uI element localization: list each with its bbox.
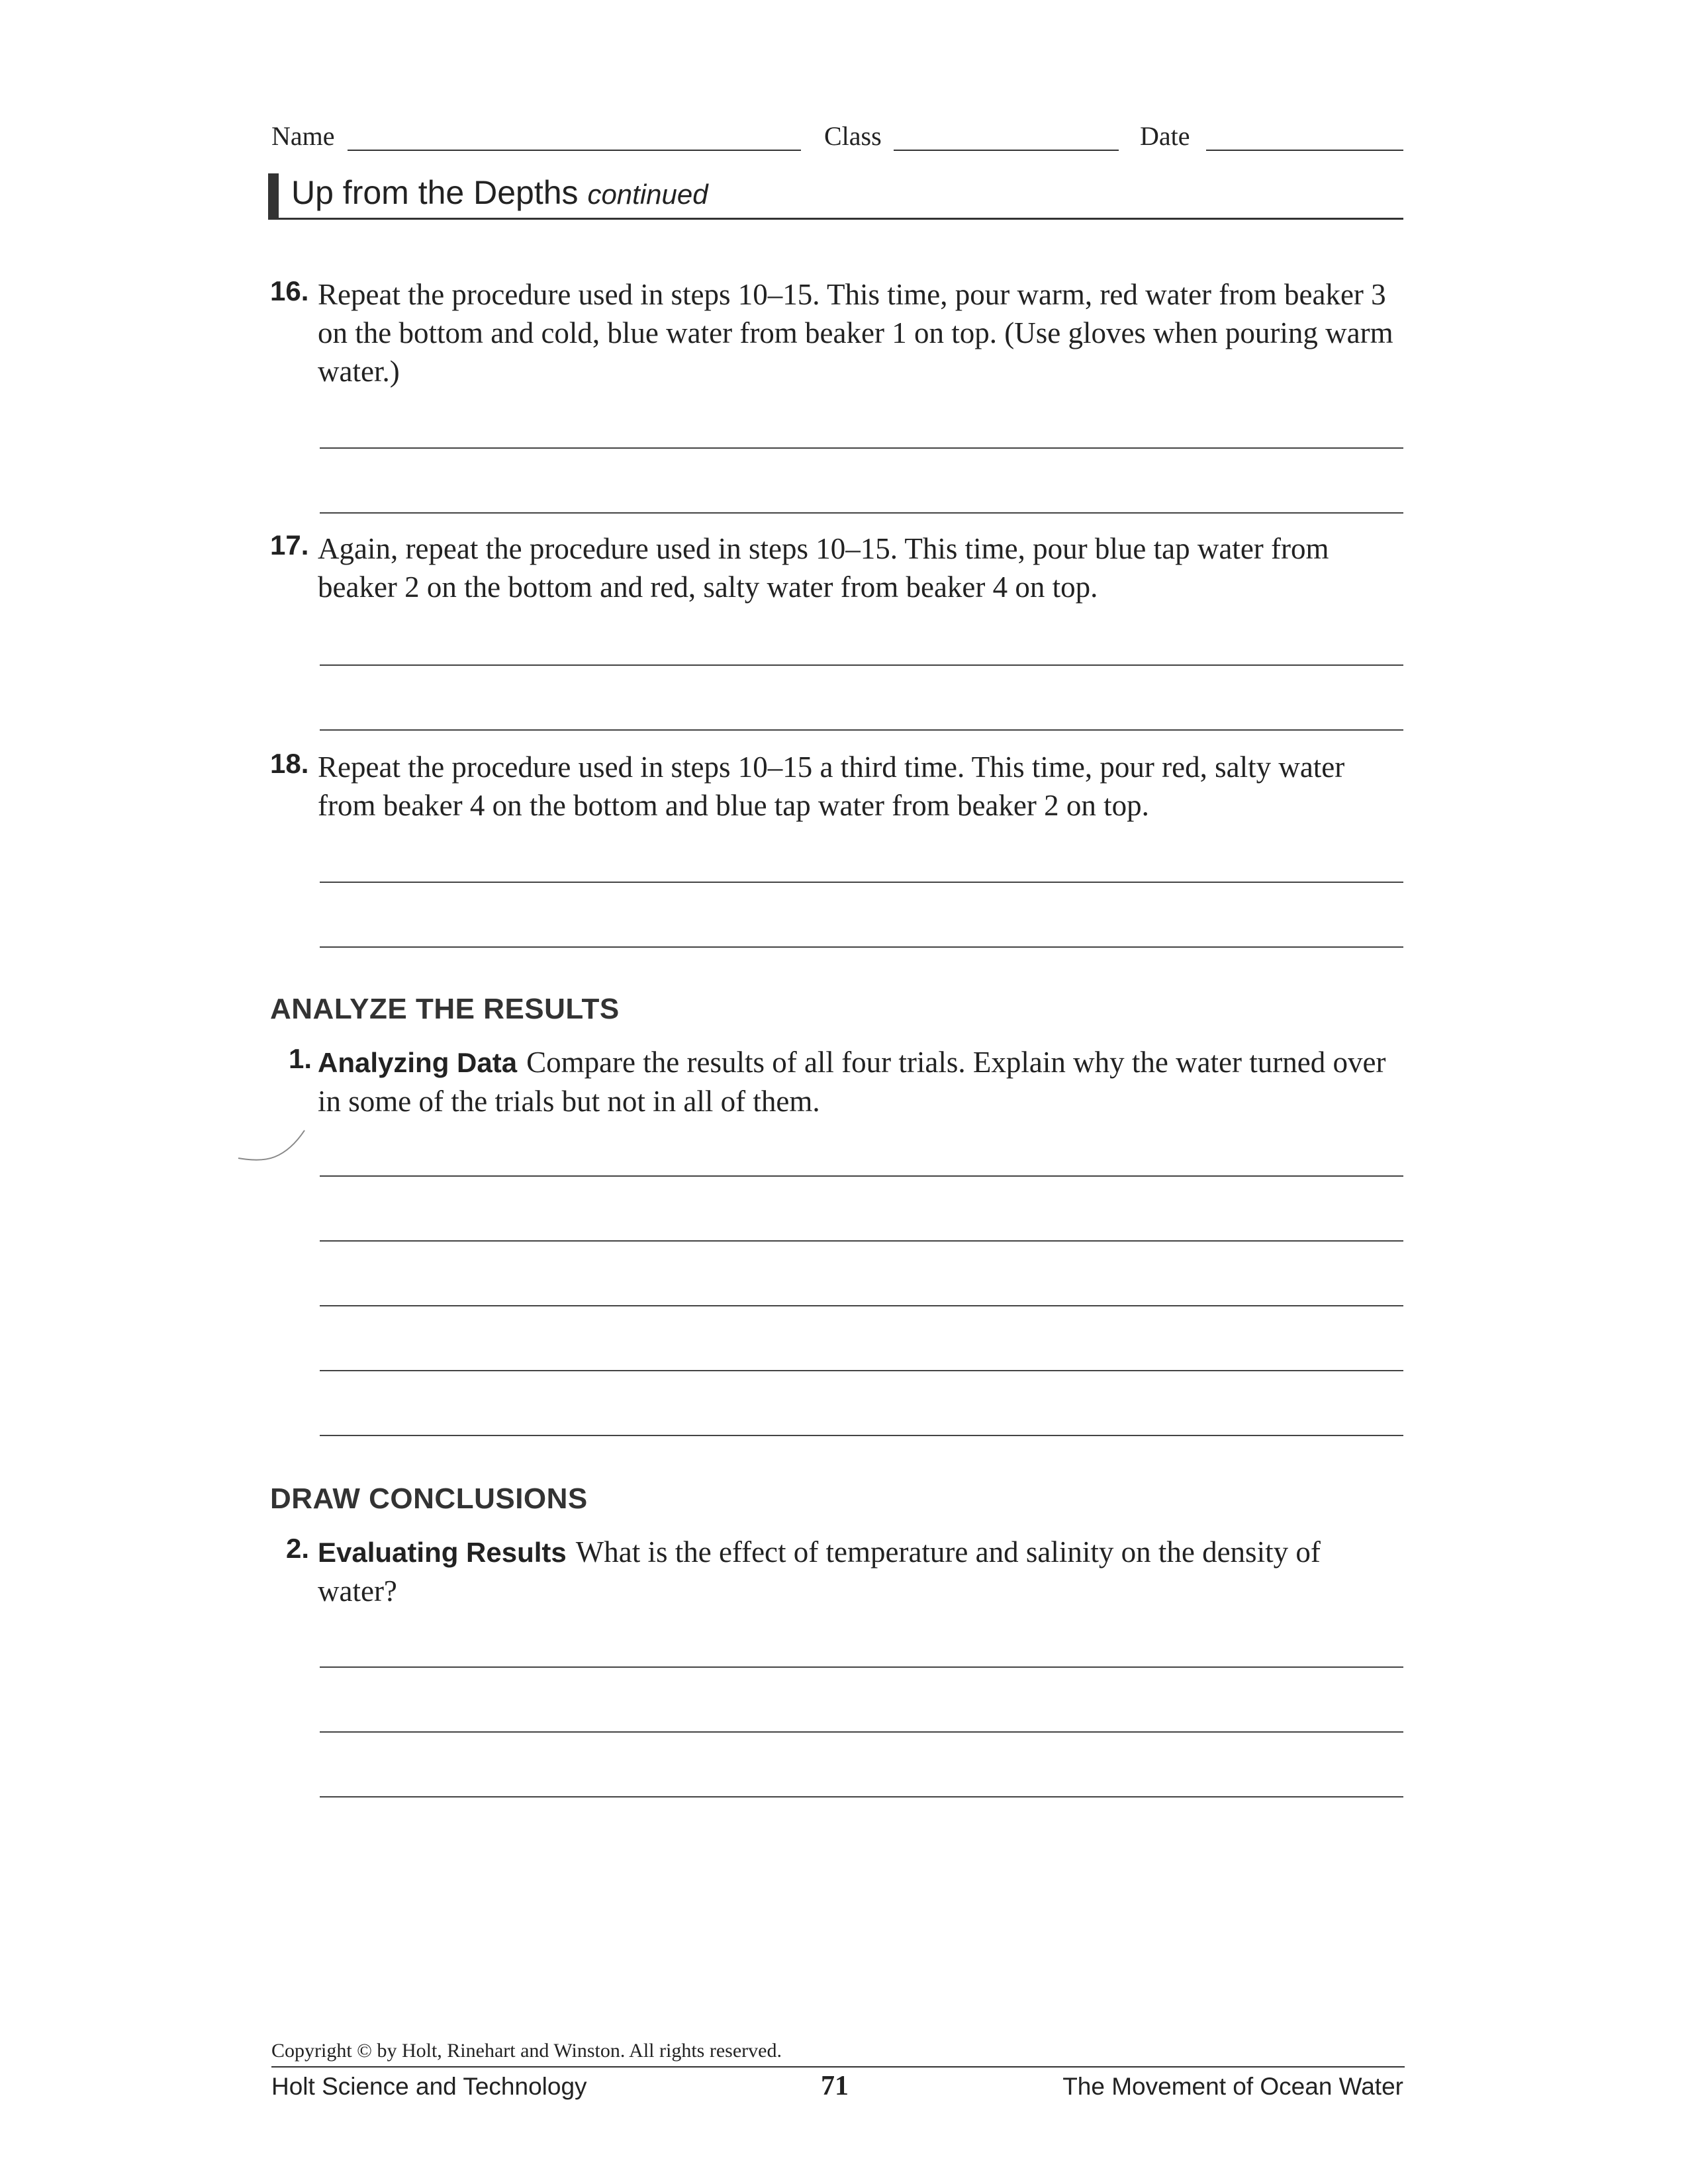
page-number: 71 <box>821 2071 849 2101</box>
section-heading-analyze: ANALYZE THE RESULTS <box>270 993 620 1025</box>
answer-line[interactable] <box>320 1175 1403 1177</box>
name-field[interactable] <box>348 150 801 151</box>
step-text: Repeat the procedure used in steps 10–15 a third time. This time, pour red, salty water from beaker 4 on the bottom and blue tap water from beaker 2 on top. <box>318 751 1345 822</box>
answer-line[interactable] <box>320 1731 1403 1733</box>
section-heading-conclusions: DRAW CONCLUSIONS <box>270 1482 588 1515</box>
step-text: Repeat the procedure used in steps 10–15. This time, pour warm, red water from beaker 3 on the bottom and cold, blue water from beaker 1 on top. (Use gloves when pouring warm water.) <box>318 278 1393 388</box>
class-field[interactable] <box>894 150 1119 151</box>
page-title <box>291 173 708 212</box>
title-suffix: continued <box>587 179 708 210</box>
title-divider <box>268 218 1403 220</box>
answer-line[interactable] <box>320 1435 1403 1436</box>
step-number: 18. <box>270 748 309 779</box>
footer-divider <box>271 2066 1405 2068</box>
step-text: Again, repeat the procedure used in steps 10–15. This time, pour blue tap water from beaker 2 on the bottom and red, salty water from beaker 4 on top. <box>318 532 1329 604</box>
footer-chapter-title: The Movement of Ocean Water <box>1062 2073 1403 2100</box>
question-text <box>318 1043 1403 1120</box>
answer-line[interactable] <box>320 946 1403 948</box>
answer-line[interactable] <box>320 729 1403 731</box>
answer-line[interactable] <box>320 882 1403 883</box>
copyright-notice: Copyright © by Holt, Rinehart and Winston. All rights reserved. <box>271 2040 782 2062</box>
question-number: 1. <box>289 1043 312 1074</box>
name-label: Name <box>271 121 335 151</box>
question-body: What is the effect of temperature and salinity on the density of water? <box>318 1535 1321 1608</box>
question-number: 2. <box>286 1533 310 1564</box>
title-accent-bar <box>268 173 279 218</box>
question-skill: Analyzing Data <box>318 1047 518 1078</box>
question-body: Compare the results of all four trials. Explain why the water turned over in some of the trials but not in all of them. <box>318 1046 1386 1118</box>
answer-line[interactable] <box>320 1240 1403 1242</box>
answer-line[interactable] <box>320 1370 1403 1371</box>
step-number: 16. <box>270 275 309 306</box>
question-skill: Evaluating Results <box>318 1537 567 1568</box>
answer-line[interactable] <box>320 1796 1403 1797</box>
answer-line[interactable] <box>320 512 1403 514</box>
class-label: Class <box>824 121 882 151</box>
date-label: Date <box>1140 121 1190 151</box>
answer-line[interactable] <box>320 664 1403 666</box>
step-number: 17. <box>270 529 309 561</box>
title-main: Up from the Depths <box>291 174 579 211</box>
question-text <box>318 1533 1403 1610</box>
answer-line[interactable] <box>320 447 1403 449</box>
answer-line[interactable] <box>320 1666 1403 1668</box>
footer-book-title: Holt Science and Technology <box>271 2073 587 2100</box>
pencil-mark <box>235 1125 308 1165</box>
date-field[interactable] <box>1206 150 1403 151</box>
answer-line[interactable] <box>320 1305 1403 1306</box>
